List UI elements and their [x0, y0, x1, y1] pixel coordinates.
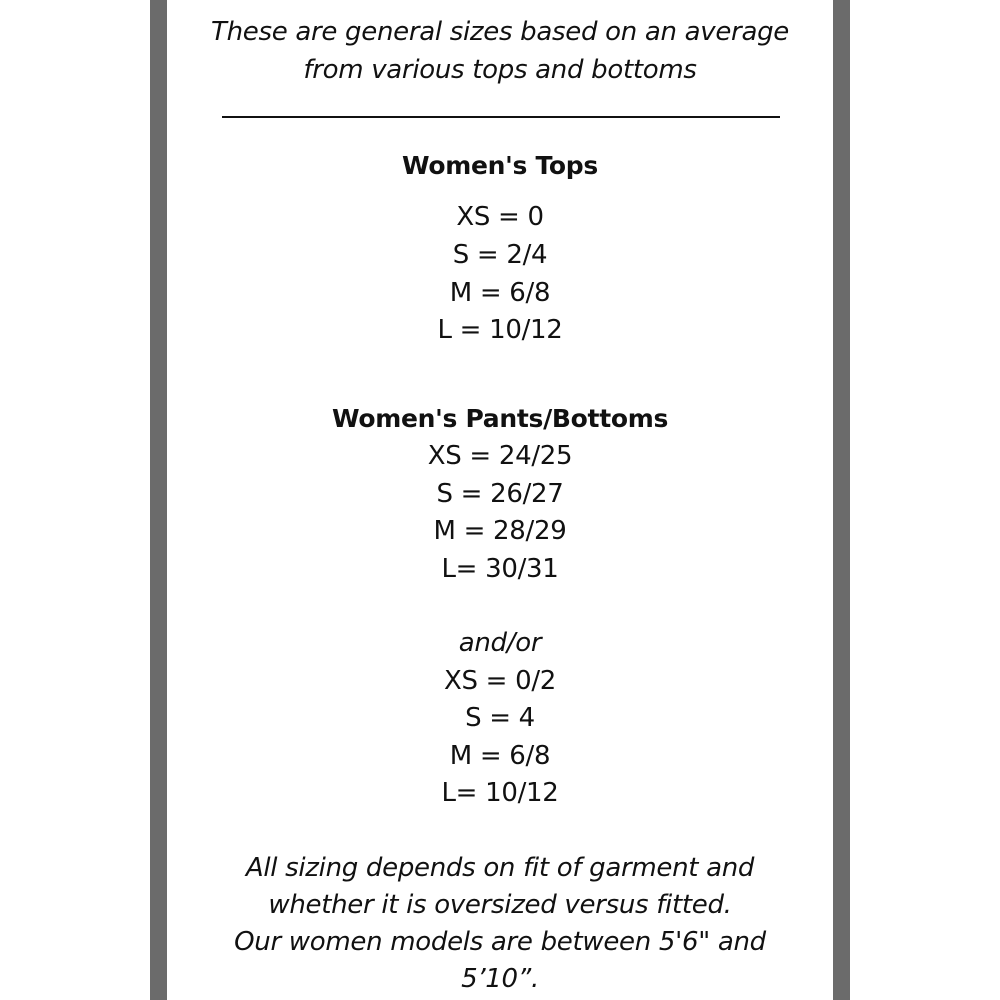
- size-guide-content: [167, 0, 833, 1000]
- alt-size-row: L= 10/12: [441, 778, 559, 808]
- alt-size-row: S = 4: [465, 703, 535, 733]
- bottoms-heading: Women's Pants/Bottoms: [331, 404, 669, 433]
- fit-note-line: 5’10”.: [461, 964, 539, 994]
- fit-note-line: Our women models are between 5'6" and: [234, 927, 766, 957]
- alt-sizing-label: and/or: [458, 628, 542, 658]
- section-divider: [222, 116, 780, 118]
- right-frame-bar: [833, 0, 850, 1000]
- bottoms-size-row: XS = 24/25: [427, 441, 573, 471]
- intro-line: These are general sizes based on an average: [211, 17, 789, 47]
- alt-size-row: XS = 0/2: [443, 666, 557, 696]
- tops-size-row: M = 6/8: [449, 278, 551, 308]
- fit-note-line: All sizing depends on fit of garment and: [245, 853, 755, 883]
- fit-note-line: whether it is oversized versus fitted.: [268, 890, 732, 920]
- alt-size-row: M = 6/8: [449, 741, 551, 771]
- tops-size-row: XS = 0: [456, 202, 544, 232]
- tops-heading: Women's Tops: [402, 151, 598, 180]
- bottoms-size-row: L= 30/31: [441, 554, 559, 584]
- tops-size-row: S = 2/4: [452, 240, 548, 270]
- bottoms-size-row: S = 26/27: [436, 479, 564, 509]
- bottoms-size-row: M = 28/29: [433, 516, 567, 546]
- intro-line: from various tops and bottoms: [303, 55, 697, 85]
- tops-size-row: L = 10/12: [437, 315, 563, 345]
- left-frame-bar: [150, 0, 167, 1000]
